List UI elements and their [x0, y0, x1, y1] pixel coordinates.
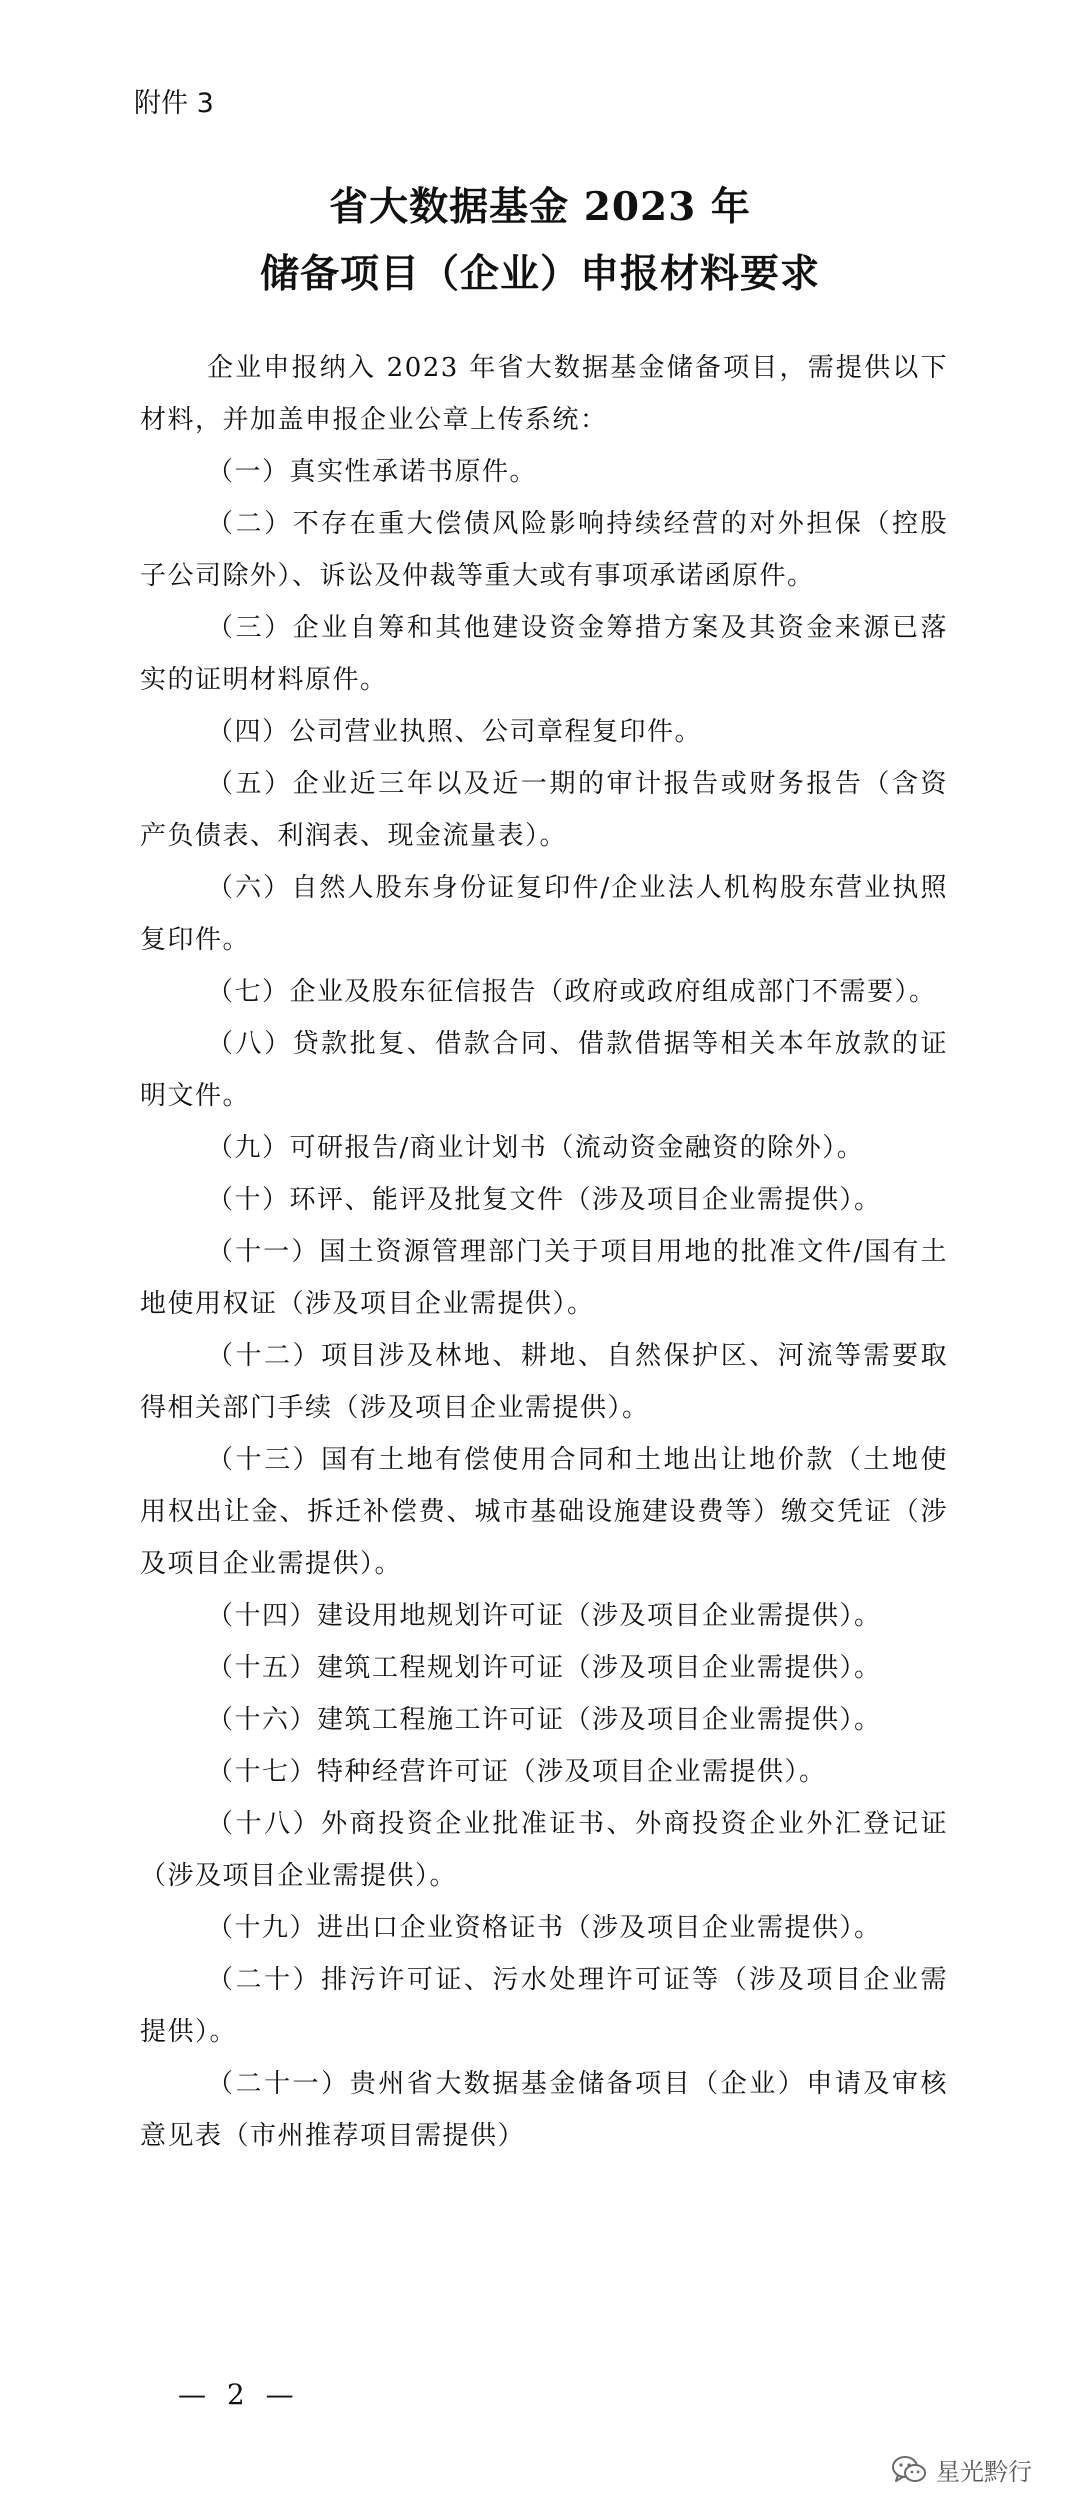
intro-paragraph: 企业申报纳入 2023 年省大数据基金储备项目，需提供以下材料，并加盖申报企业公章上传系统：	[140, 353, 948, 435]
requirement-item: （二）不存在重大偿债风险影响持续经营的对外担保（控股子公司除外）、诉讼及仲裁等重大或有事项承诺函原件。	[140, 509, 948, 591]
document-body	[140, 342, 948, 2162]
wechat-icon	[890, 2454, 928, 2486]
requirement-item: （十一）国土资源管理部门关于项目用地的批准文件/国有土地使用权证（涉及项目企业需提供）。	[140, 1237, 948, 1319]
requirement-item: （十八）外商投资企业批准证书、外商投资企业外汇登记证（涉及项目企业需提供）。	[140, 1809, 948, 1891]
requirement-item: （十）环评、能评及批复文件（涉及项目企业需提供）。	[207, 1185, 882, 1215]
source-watermark	[890, 2452, 1032, 2487]
requirement-item: （十五）建筑工程规划许可证（涉及项目企业需提供）。	[207, 1653, 882, 1683]
document-title-line-1: 省大数据基金 2023 年	[329, 184, 751, 230]
requirement-item: （九）可研报告/商业计划书（流动资金融资的除外）。	[207, 1133, 865, 1163]
requirement-item: （十九）进出口企业资格证书（涉及项目企业需提供）。	[207, 1913, 882, 1943]
requirement-item: （十七）特种经营许可证（涉及项目企业需提供）。	[207, 1757, 827, 1787]
requirement-item: （二十）排污许可证、污水处理许可证等（涉及项目企业需提供）。	[140, 1965, 948, 2047]
requirement-item: （五）企业近三年以及近一期的审计报告或财务报告（含资产负债表、利润表、现金流量表）。	[140, 769, 948, 851]
requirement-item: （二十一）贵州省大数据基金储备项目（企业）申请及审核意见表（市州推荐项目需提供）	[140, 2069, 948, 2151]
requirement-item: （一）真实性承诺书原件。	[207, 457, 538, 487]
watermark-text: 星光黔行	[936, 2458, 1032, 2486]
requirement-item: （七）企业及股东征信报告（政府或政府组成部门不需要）。	[207, 977, 937, 1007]
requirement-item: （十三）国有土地有偿使用合同和土地出让地价款（土地使用权出让金、拆迁补偿费、城市基础设施建设费等）缴交凭证（涉及项目企业需提供）。	[140, 1445, 948, 1579]
requirement-item: （六）自然人股东身份证复印件/企业法人机构股东营业执照复印件。	[140, 873, 948, 955]
requirement-item: （十六）建筑工程施工许可证（涉及项目企业需提供）。	[207, 1705, 882, 1735]
requirement-item: （三）企业自筹和其他建设资金筹措方案及其资金来源已落实的证明材料原件。	[140, 613, 948, 695]
requirement-item: （四）公司营业执照、公司章程复印件。	[207, 717, 703, 747]
requirement-item: （十二）项目涉及林地、耕地、自然保护区、河流等需要取得相关部门手续（涉及项目企业需提供）。	[140, 1341, 948, 1423]
attachment-label: 附件 3	[134, 88, 214, 119]
page-number: — 2 —	[178, 2378, 300, 2411]
document-title-line-2: 储备项目（企业）申报材料要求	[259, 251, 820, 297]
requirement-item: （十四）建设用地规划许可证（涉及项目企业需提供）。	[207, 1601, 882, 1631]
requirement-item: （八）贷款批复、借款合同、借款借据等相关本年放款的证明文件。	[140, 1029, 948, 1111]
